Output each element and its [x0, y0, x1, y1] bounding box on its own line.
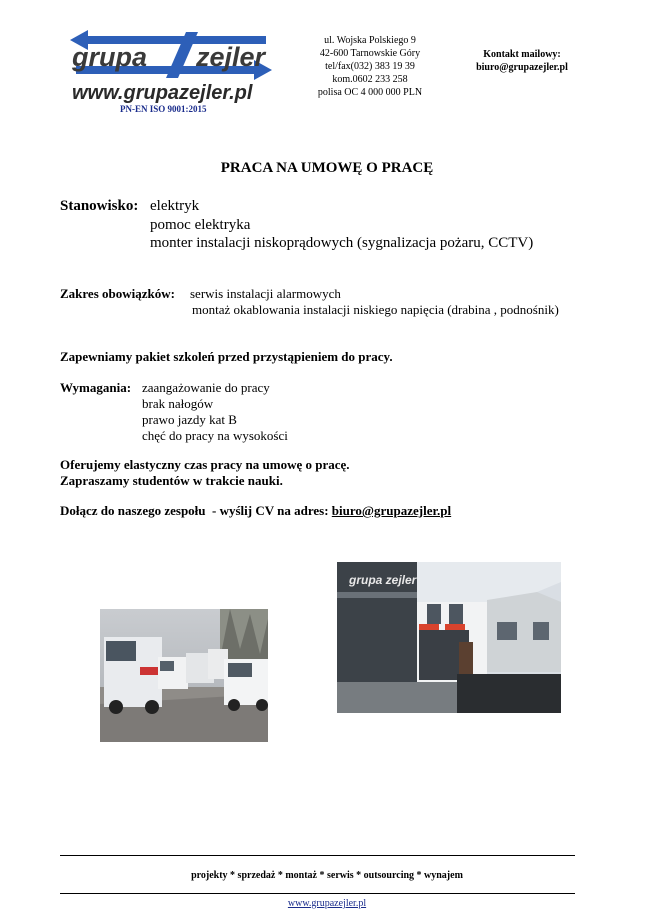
company-logo — [66, 30, 276, 118]
footer-services: projekty * sprzedaż * montaż * serwis * outsourcing * wynajem — [191, 870, 463, 881]
requirement-item: chęć do pracy na wysokości — [142, 428, 288, 443]
requirement-item: brak nałogów — [142, 396, 214, 411]
position-item: pomoc elektryka — [150, 217, 251, 233]
training-statement: Zapewniamy pakiet szkoleń przed przystąpieniem do pracy. — [60, 349, 393, 364]
zakres-label: Zakres obowiązków: — [60, 286, 175, 301]
logo-word-grupa: grupa — [72, 42, 148, 72]
position-item: monter instalacji niskoprądowych (sygnalizacja pożaru, CCTV) — [150, 235, 534, 251]
footer-divider-bottom — [60, 893, 575, 894]
photo-company-vans — [100, 609, 268, 742]
building-sign: grupa zejler — [349, 573, 417, 587]
address-insurance: polisa OC 4 000 000 PLN — [317, 87, 423, 98]
page-title: PRACA NA UMOWĘ O PRACĘ — [220, 160, 434, 176]
duty-item: montaż okablowania instalacji niskiego napięcia (drabina , podnośnik) — [192, 302, 559, 317]
offer-line: Oferujemy elastyczny czas pracy na umowę o pracę. — [60, 457, 350, 472]
photo-company-building — [337, 562, 561, 713]
iso-certificate: PN-EN ISO 9001:2015 — [120, 104, 207, 114]
footer-website-link[interactable]: www.grupazejler.pl — [287, 898, 367, 909]
logo-url: www.grupazejler.pl — [72, 82, 253, 104]
contact-email[interactable]: biuro@grupazejler.pl — [476, 62, 568, 73]
vans-photo-graphic — [100, 609, 268, 742]
cv-call-to-action — [60, 503, 451, 519]
company-address — [300, 34, 440, 99]
stanowisko-label: Stanowisko: — [60, 198, 139, 214]
duty-item: serwis instalacji alarmowych — [190, 286, 341, 301]
offer-line: Zapraszamy studentów w trakcie nauki. — [60, 473, 283, 488]
address-street: ul. Wojska Polskiego 9 — [324, 35, 416, 46]
contact-label: Kontakt mailowy: — [483, 49, 561, 60]
building-photo-graphic — [337, 562, 561, 713]
requirement-item: prawo jazdy kat B — [142, 412, 237, 427]
contact-block — [462, 48, 582, 74]
wymagania-label: Wymagania: — [60, 380, 132, 395]
cv-email-link[interactable]: biuro@grupazejler.pl — [331, 503, 452, 518]
requirement-item: zaangażowanie do pracy — [142, 380, 270, 395]
address-city: 42-600 Tarnowskie Góry — [319, 48, 421, 59]
address-mobile: kom.0602 233 258 — [332, 74, 408, 85]
logo-word-zejler: zejler — [196, 42, 266, 72]
cv-text: Dołącz do naszego zespołu - wyślij CV na adres: — [60, 503, 332, 518]
footer-divider-top — [60, 855, 575, 856]
position-item: elektryk — [150, 198, 200, 214]
address-phone: tel/fax(032) 383 19 39 — [325, 61, 415, 72]
